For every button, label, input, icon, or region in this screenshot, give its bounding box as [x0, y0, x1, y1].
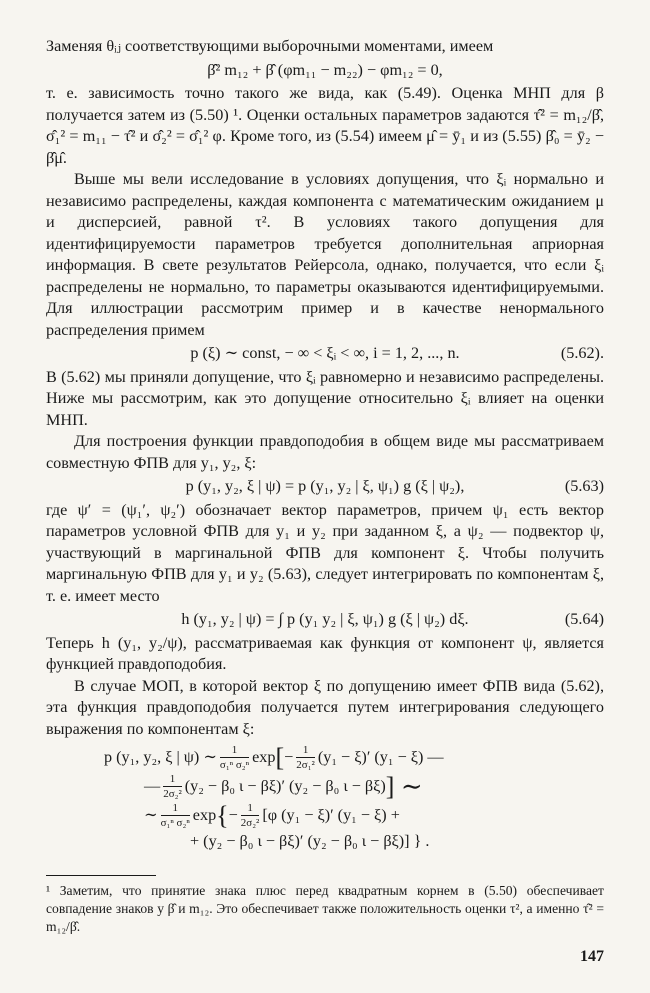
equation-quadratic-text: β̂² m₁₂ + β̂ (φm₁₁ − m₂₂) − φm₁₂ = 0, — [207, 60, 443, 79]
equation-5-62-number: (5.62). — [560, 344, 604, 362]
footnote-rule — [46, 875, 156, 876]
derivation-line-1: p (y₁, y₂, ξ | ψ) ∼ $\frac{1}{\text{σ₁ⁿ σ₂ⁿ}}$ exp [ − $\frac{1}{\text{2σ₁²}}$ (y₁ − ξ)′ (y₁ − ξ) — — [104, 742, 444, 772]
brace-open: { — [216, 800, 229, 830]
equation-5-63 — [46, 476, 604, 498]
page-number: 147 — [580, 948, 604, 965]
derivation-line-4 — [104, 831, 604, 853]
equation-5-64-number: (5.64) — [564, 610, 604, 628]
paragraph-likelihood: Для построения функции правдоподобия в общем виде мы рассматриваем совместную ФПВ для y₁, y₂, ξ: — [46, 432, 604, 472]
derivation-line-1-rhs: (y₁ − ξ)′ (y₁ − ξ) — — [317, 747, 444, 766]
equation-quadratic — [46, 60, 604, 82]
fraction-half-sigma2: $\frac{1}{\text{2σ₂²}}$ — [163, 773, 182, 800]
derivation-block — [46, 744, 604, 853]
equation-5-63-number: (5.63) — [564, 477, 604, 495]
fraction-inverse-sigma: $\frac{1}{\text{σ₁ⁿ σ₂ⁿ}}$ — [219, 744, 250, 771]
derivation-lhs: p (y₁, y₂, ξ | ψ) ∼ — [104, 747, 217, 766]
derivation-line-2-rhs: (y₂ − β₀ ι − βξ)′ (y₂ − β₀ ι − βξ) — [184, 776, 386, 795]
fraction-half-sigma2-b: $\frac{1}{\text{2σ₂²}}$ — [240, 802, 260, 829]
paragraph-mop-case: В случае МОП, в которой вектор ξ по допущению имеет ФПВ вида (5.62), эта функция правдоподобия получается путем интегрирования следующего выражения по компонентам ξ: — [46, 676, 604, 738]
footnote: ¹ Заметим, что принятие знака плюс перед квадратным корнем в (5.50) обеспечивает совпадение знаков у β̂ и m₁₂. Это обеспечивает также положительность оценки τ², а именно τ̂² = m₁₂/β̂. — [46, 882, 604, 934]
paragraph-parameters: где ψ′ = (ψ₁′, ψ₂′) обозначает вектор параметров, причем ψ₁ есть вектор параметров условной ФПВ для y₁ и y₂ при заданном ξ, а ψ₂ — подвектор ψ, участвующий в маргинальной ФПВ для компонент ξ. Чтобы получить маргинальную ФПВ для y₁ и y₂ (5.63), следует интегрировать по компонентам ξ, т. е. имеет место — [46, 500, 604, 605]
fraction-half-sigma1: $\frac{1}{\text{2σ₁²}}$ — [296, 744, 315, 771]
derivation-line-2: — $\frac{1}{\text{2σ₂²}}$ (y₂ − β₀ ι − βξ)′ (y₂ − β₀ ι − βξ) ] ∼ — [144, 771, 423, 801]
equation-5-64 — [46, 609, 604, 631]
paragraph-likelihood-function: Теперь h (y₁, y₂/ψ), рассматриваемая как функция от компонент ψ, является функцией правдоподобия. — [46, 633, 604, 673]
bracket-close: ] ∼ — [385, 771, 423, 801]
derivation-line-4-text: + (y₂ − β₀ ι − βξ)′ (y₂ − β₀ ι − βξ)] } . — [190, 832, 430, 850]
paragraph-assumption: Выше мы вели исследование в условиях допущения, что ξᵢ нормально и независимо распределены, каждая компонента с математическим ожиданием μ и дисперсией, равной τ². В условиях такого допущения для идентифицируемости параметров требуется дополнительная априорная информация. В свете результатов Рейерсола, однако, получается, что если ξᵢ распределены не нормально, то параметры оказываются идентифицируемыми. Для иллюстрации рассмотрим пример и в качестве ненормального распределения примем — [46, 170, 604, 339]
fraction-inverse-sigma-2: $\frac{1}{\text{σ₁ⁿ σ₂ⁿ}}$ — [160, 802, 190, 829]
paragraph-intro: Заменяя θᵢⱼ соответствующими выборочными моментами, имеем — [46, 37, 494, 55]
derivation-line-3: ∼ $\frac{1}{\text{σ₁ⁿ σ₂ⁿ}}$ exp { − $\frac{1}{\text{2σ₂²}}$ [φ (y₁ − ξ)′ (y₁ − ξ) + — [144, 800, 400, 830]
equation-5-62 — [46, 343, 604, 365]
bracket-open: [ — [275, 742, 285, 772]
derivation-line-3-rhs: [φ (y₁ − ξ)′ (y₁ − ξ) + — [262, 805, 400, 824]
paragraph-estimates: т. е. зависимость точно такого же вида, как (5.49). Оценка МНП для β получается затем из (5.50) ¹. Оценки остальных параметров задаются τ̂² = m₁₂/β̂, σ̂₁² = m₁₁ − τ̂² и σ̂₂² = σ̂₁² φ. Кроме того, из (5.54) имеем μ̂ = ȳ₁ и из (5.55) β̂₀ = ȳ₂ − β̂μ̂. — [46, 84, 604, 167]
paragraph-uniform: В (5.62) мы приняли допущение, что ξᵢ равномерно и независимо распределены. Ниже мы рассмотрим, как это допущение относительно ξᵢ влияет на оценки МНП. — [46, 367, 604, 429]
equation-5-64-text: h (y₁, y₂ | ψ) = ∫ p (y₁ y₂ | ξ, ψ₁) g (ξ | ψ₂) dξ. — [181, 610, 469, 628]
equation-5-63-text: p (y₁, y₂, ξ | ψ) = p (y₁, y₂ | ξ, ψ₁) g (ξ | ψ₂), — [185, 477, 465, 495]
exp-operator: exp — [252, 747, 276, 766]
equation-5-62-text: p (ξ) ∼ const, − ∞ < ξᵢ < ∞, i = 1, 2, ..., n. — [190, 344, 460, 362]
